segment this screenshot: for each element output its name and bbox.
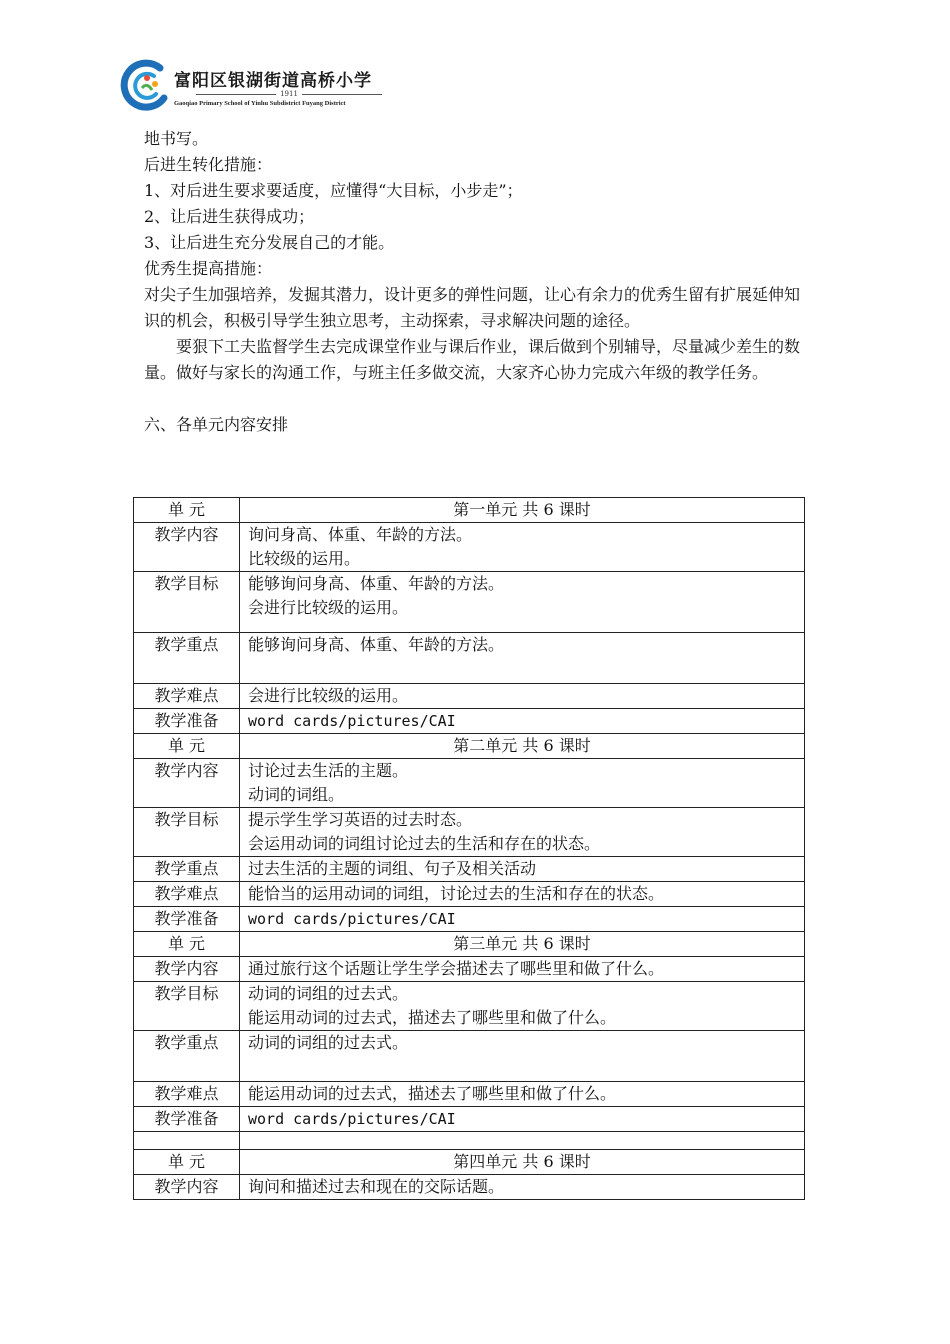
row-label: 教学内容 xyxy=(134,759,240,808)
unit-title: 第三单元 共 6 课时 xyxy=(240,932,805,957)
table-row xyxy=(134,498,805,523)
row-label: 教学内容 xyxy=(134,523,240,572)
table-row xyxy=(134,1107,805,1132)
unit-label: 单 元 xyxy=(134,932,240,957)
cell-content: 询问和描述过去和现在的交际话题。 xyxy=(240,1175,805,1200)
row-label: 教学难点 xyxy=(134,882,240,907)
row-label: 教学内容 xyxy=(134,1175,240,1200)
table-row xyxy=(134,932,805,957)
table-row xyxy=(134,709,805,734)
school-name-english: Gaoqiao Primary School of Yinhu Subdistrict Fuyang District xyxy=(174,100,346,107)
cell-content: 能够询问身高、体重、年龄的方法。 会进行比较级的运用。 xyxy=(240,572,805,633)
unit-title: 第二单元 共 6 课时 xyxy=(240,734,805,759)
row-label: 教学内容 xyxy=(134,957,240,982)
cell-content: word cards/pictures/CAI xyxy=(240,907,805,932)
list-item: 3、让后进生充分发展自己的才能。 xyxy=(144,233,395,252)
section-title: 六、各单元内容安排 xyxy=(144,415,289,434)
unit-schedule-table xyxy=(133,497,805,1200)
row-label: 教学准备 xyxy=(134,1107,240,1132)
table-row xyxy=(134,633,805,684)
table-row xyxy=(134,523,805,572)
unit-title: 第一单元 共 6 课时 xyxy=(240,498,805,523)
table-row xyxy=(134,808,805,857)
cell-content: word cards/pictures/CAI xyxy=(240,709,805,734)
row-label: 教学准备 xyxy=(134,907,240,932)
row-label: 教学重点 xyxy=(134,633,240,684)
cell-content: 能够询问身高、体重、年龄的方法。 xyxy=(240,633,805,684)
row-label: 教学准备 xyxy=(134,709,240,734)
row-label: 教学目标 xyxy=(134,572,240,633)
document-body xyxy=(144,126,808,438)
cell-content: 过去生活的主题的词组、句子及相关活动 xyxy=(240,857,805,882)
table-row xyxy=(134,684,805,709)
empty-row xyxy=(134,1132,805,1150)
table-row xyxy=(134,882,805,907)
cell-content: 提示学生学习英语的过去时态。 会运用动词的词组讨论过去的生活和存在的状态。 xyxy=(240,808,805,857)
cell-content: 动词的词组的过去式。 能运用动词的过去式，描述去了哪些里和做了什么。 xyxy=(240,982,805,1031)
cell-content: 会进行比较级的运用。 xyxy=(240,684,805,709)
cell-content: 能恰当的运用动词的词组，讨论过去的生活和存在的状态。 xyxy=(240,882,805,907)
table-row xyxy=(134,982,805,1031)
school-name: 富阳区银湖街道高桥小学 xyxy=(174,71,372,91)
table-row xyxy=(134,759,805,808)
list-item: 2、让后进生获得成功； xyxy=(144,207,315,226)
unit-label: 单 元 xyxy=(134,498,240,523)
table-row xyxy=(134,857,805,882)
paragraph-continuation: 地书写。 xyxy=(144,129,209,148)
table-row xyxy=(134,907,805,932)
school-logo xyxy=(120,58,372,122)
list-item: 1、对后进生要求要适度，应懂得“大目标，小步走”； xyxy=(144,181,523,200)
row-label: 教学重点 xyxy=(134,857,240,882)
cell-content: 能运用动词的过去式，描述去了哪些里和做了什么。 xyxy=(240,1082,805,1107)
heading-excellent-students: 优秀生提高措施： xyxy=(144,259,273,278)
table-row xyxy=(134,1031,805,1082)
row-label: 教学难点 xyxy=(134,1082,240,1107)
table-row xyxy=(134,1150,805,1175)
table-row xyxy=(134,1082,805,1107)
cell-content: 讨论过去生活的主题。 动词的词组。 xyxy=(240,759,805,808)
paragraph-supervise: 要狠下工夫监督学生去完成课堂作业与课后作业，课后做到个别辅导，尽量减少差生的数量。做好与家长的沟通工作，与班主任多做交流，大家齐心协力完成六年级的教学任务。 xyxy=(144,337,801,382)
unit-label: 单 元 xyxy=(134,734,240,759)
row-label: 教学难点 xyxy=(134,684,240,709)
row-label: 教学重点 xyxy=(134,1031,240,1082)
row-label: 教学目标 xyxy=(134,982,240,1031)
table-row xyxy=(134,734,805,759)
school-emblem-icon xyxy=(120,58,174,112)
table-row xyxy=(134,957,805,982)
unit-title: 第四单元 共 6 课时 xyxy=(240,1150,805,1175)
row-label: 教学目标 xyxy=(134,808,240,857)
heading-backward-students: 后进生转化措施： xyxy=(144,155,273,174)
cell-content: 询问身高、体重、年龄的方法。 比较级的运用。 xyxy=(240,523,805,572)
unit-label: 单 元 xyxy=(134,1150,240,1175)
paragraph-excellent: 对尖子生加强培养，发掘其潜力，设计更多的弹性问题，让心有余力的优秀生留有扩展延伸知识的机会，积极引导学生独立思考，主动探索，寻求解决问题的途径。 xyxy=(144,285,801,330)
cell-content: 动词的词组的过去式。 xyxy=(240,1031,805,1082)
cell-content: word cards/pictures/CAI xyxy=(240,1107,805,1132)
school-founding-year: 1911 xyxy=(174,90,404,98)
table-row xyxy=(134,572,805,633)
cell-content: 通过旅行这个话题让学生学会描述去了哪些里和做了什么。 xyxy=(240,957,805,982)
table-row xyxy=(134,1175,805,1200)
